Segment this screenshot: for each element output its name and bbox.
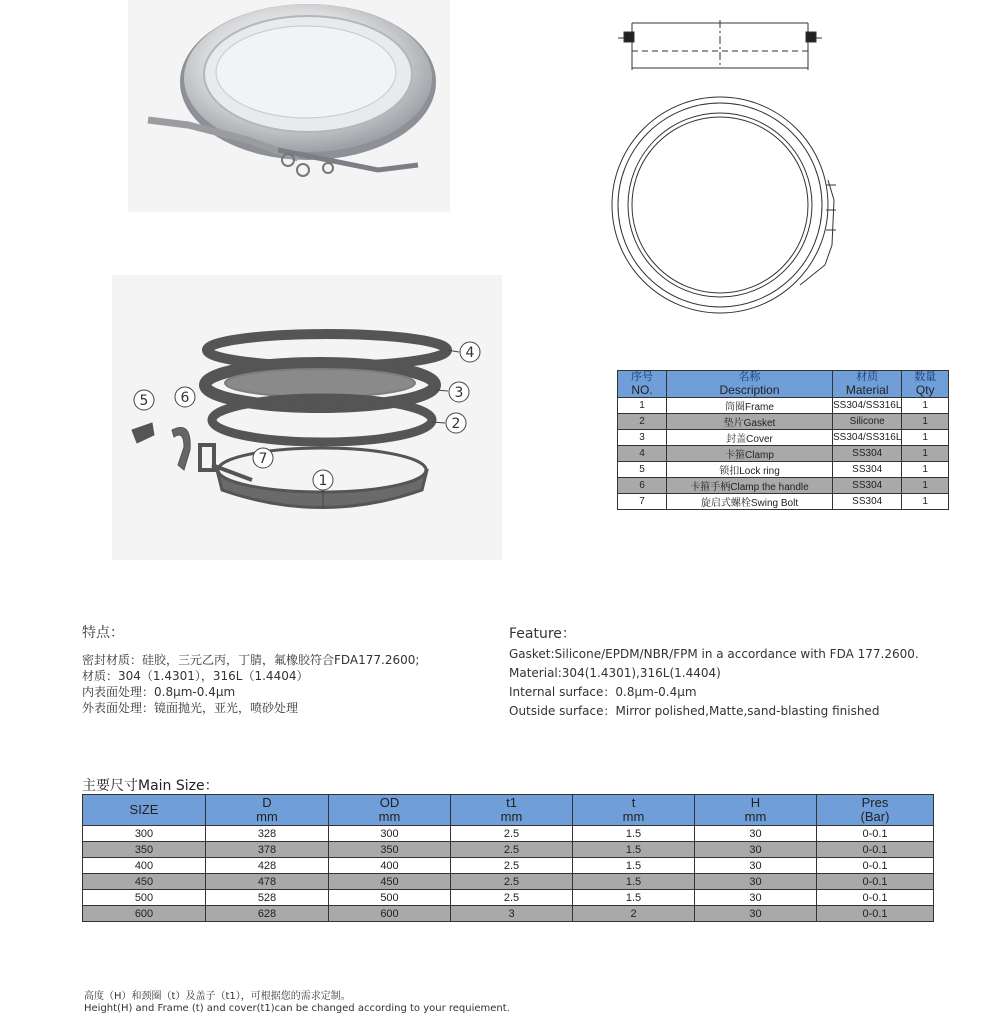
part-no: 4 (618, 446, 667, 462)
size-cell: 0-0.1 (817, 890, 934, 906)
part-no: 1 (618, 398, 667, 414)
size-cell: 400 (329, 858, 451, 874)
part-mat: SS304 (833, 446, 902, 462)
part-qty: 1 (902, 446, 949, 462)
size-cell: 1.5 (573, 874, 695, 890)
part-desc: 垫片Gasket (667, 414, 833, 430)
size-cell: 2.5 (451, 858, 573, 874)
size-header-t1: t1 mm (451, 795, 573, 826)
size-cell: 628 (206, 906, 329, 922)
size-header-t: t mm (573, 795, 695, 826)
parts-header-qty: 数量 Qty (902, 371, 949, 398)
size-cell: 500 (329, 890, 451, 906)
parts-header-row (618, 371, 949, 398)
part-qty: 1 (902, 478, 949, 494)
table-row (618, 446, 949, 462)
features-en-line: Outside surface：Mirror polished,Matte,sand-blasting finished (509, 704, 880, 718)
part-no: 3 (618, 430, 667, 446)
callout-3-label: 3 (454, 385, 464, 401)
size-header-row (83, 795, 934, 826)
callout-7-label: 7 (258, 451, 268, 467)
part-no: 7 (618, 494, 667, 510)
table-row (618, 494, 949, 510)
part-no: 6 (618, 478, 667, 494)
table-row (83, 826, 934, 842)
table-row (618, 462, 949, 478)
size-cell: 478 (206, 874, 329, 890)
size-cell: 300 (329, 826, 451, 842)
table-row (83, 890, 934, 906)
callout-2-label: 2 (451, 416, 461, 432)
size-cell: 2.5 (451, 842, 573, 858)
size-cell: 1.5 (573, 842, 695, 858)
parts-header-description: 名称 Description (667, 371, 833, 398)
part-mat: SS304 (833, 494, 902, 510)
size-cell: 450 (329, 874, 451, 890)
parts-header-no: 序号 NO. (618, 371, 667, 398)
features-zh-line: 内表面处理：0.8μm-0.4μm (82, 685, 236, 699)
part-qty: 1 (902, 462, 949, 478)
features-en-title: Feature： (509, 626, 576, 642)
part-desc: 筒圈Frame (667, 398, 833, 414)
size-cell: 3 (451, 906, 573, 922)
features-zh-line: 密封材质：硅胶，三元乙丙，丁腈，氟橡胶符合FDA177.2600; (82, 653, 420, 667)
size-cell: 30 (695, 890, 817, 906)
size-cell: 0-0.1 (817, 874, 934, 890)
size-cell: 400 (83, 858, 206, 874)
size-cell: 30 (695, 874, 817, 890)
features-zh (82, 622, 482, 716)
part-mat: Silicone (833, 414, 902, 430)
size-cell: 30 (695, 826, 817, 842)
size-cell: 300 (83, 826, 206, 842)
part-mat: SS304/SS316L (833, 398, 902, 414)
size-header-size: SIZE (83, 795, 206, 826)
product-photo (128, 0, 450, 212)
callout-5-label: 5 (139, 393, 149, 409)
size-title: 主要尺寸Main Size： (82, 778, 219, 794)
part-no: 5 (618, 462, 667, 478)
part-mat: SS304 (833, 462, 902, 478)
size-header-d: D mm (206, 795, 329, 826)
size-cell: 30 (695, 842, 817, 858)
table-row (83, 842, 934, 858)
size-cell: 0-0.1 (817, 858, 934, 874)
size-cell: 0-0.1 (817, 906, 934, 922)
part-qty: 1 (902, 494, 949, 510)
exploded-illustration (112, 275, 502, 560)
size-header-pres: Pres (Bar) (817, 795, 934, 826)
size-header-od: OD mm (329, 795, 451, 826)
part-desc: 旋启式螺栓Swing Bolt (667, 494, 833, 510)
size-cell: 528 (206, 890, 329, 906)
size-cell: 600 (329, 906, 451, 922)
features-en-line: Internal surface：0.8μm-0.4μm (509, 685, 697, 699)
size-cell: 30 (695, 858, 817, 874)
size-cell: 1.5 (573, 890, 695, 906)
table-row (618, 398, 949, 414)
lid-illustration (128, 0, 450, 212)
size-cell: 350 (83, 842, 206, 858)
size-cell: 2.5 (451, 890, 573, 906)
table-row (83, 858, 934, 874)
size-header-h: H mm (695, 795, 817, 826)
size-cell: 2.5 (451, 826, 573, 842)
part-desc: 锁扣Lock ring (667, 462, 833, 478)
size-cell: 328 (206, 826, 329, 842)
part-qty: 1 (902, 414, 949, 430)
features-zh-line: 材质：304（1.4301），316L（1.4404） (82, 669, 309, 683)
table-row (618, 414, 949, 430)
part-mat: SS304 (833, 478, 902, 494)
table-row (618, 478, 949, 494)
part-desc: 封盖Cover (667, 430, 833, 446)
size-cell: 500 (83, 890, 206, 906)
size-cell: 600 (83, 906, 206, 922)
technical-drawing (610, 15, 850, 315)
table-row (83, 906, 934, 922)
size-cell: 378 (206, 842, 329, 858)
part-qty: 1 (902, 430, 949, 446)
footnote-zh: 高度（H）和颈圈（t）及盖子（t1），可根据您的需求定制。 (84, 991, 351, 1002)
size-cell: 1.5 (573, 826, 695, 842)
callout-6-label: 6 (180, 390, 190, 406)
size-cell: 350 (329, 842, 451, 858)
callout-1-label: 1 (318, 473, 328, 489)
features-zh-title: 特点： (82, 625, 124, 641)
features-en (509, 623, 979, 721)
table-row (618, 430, 949, 446)
parts-header-material: 材质 Material (833, 371, 902, 398)
size-cell: 0-0.1 (817, 826, 934, 842)
size-cell: 428 (206, 858, 329, 874)
size-cell: 1.5 (573, 858, 695, 874)
size-cell: 0-0.1 (817, 842, 934, 858)
features-en-line: Material:304(1.4301),316L(1.4404) (509, 666, 721, 680)
features-zh-line: 外表面处理：镜面抛光，亚光，喷砂处理 (82, 701, 299, 715)
part-desc: 卡箍Clamp (667, 446, 833, 462)
part-mat: SS304/SS316L (833, 430, 902, 446)
parts-table (617, 370, 949, 510)
footnote-en: Height(H) and Frame (t) and cover(t1)can be changed according to your requiement. (84, 1003, 510, 1014)
exploded-view (112, 275, 502, 560)
size-table (82, 794, 934, 922)
part-desc: 卡箍手柄Clamp the handle (667, 478, 833, 494)
size-cell: 2 (573, 906, 695, 922)
features-en-line: Gasket:Silicone/EPDM/NBR/FPM in a accordance with FDA 177.2600. (509, 647, 919, 661)
part-no: 2 (618, 414, 667, 430)
callout-4-label: 4 (465, 345, 475, 361)
size-cell: 2.5 (451, 874, 573, 890)
table-row (83, 874, 934, 890)
size-cell: 450 (83, 874, 206, 890)
size-cell: 30 (695, 906, 817, 922)
part-qty: 1 (902, 398, 949, 414)
